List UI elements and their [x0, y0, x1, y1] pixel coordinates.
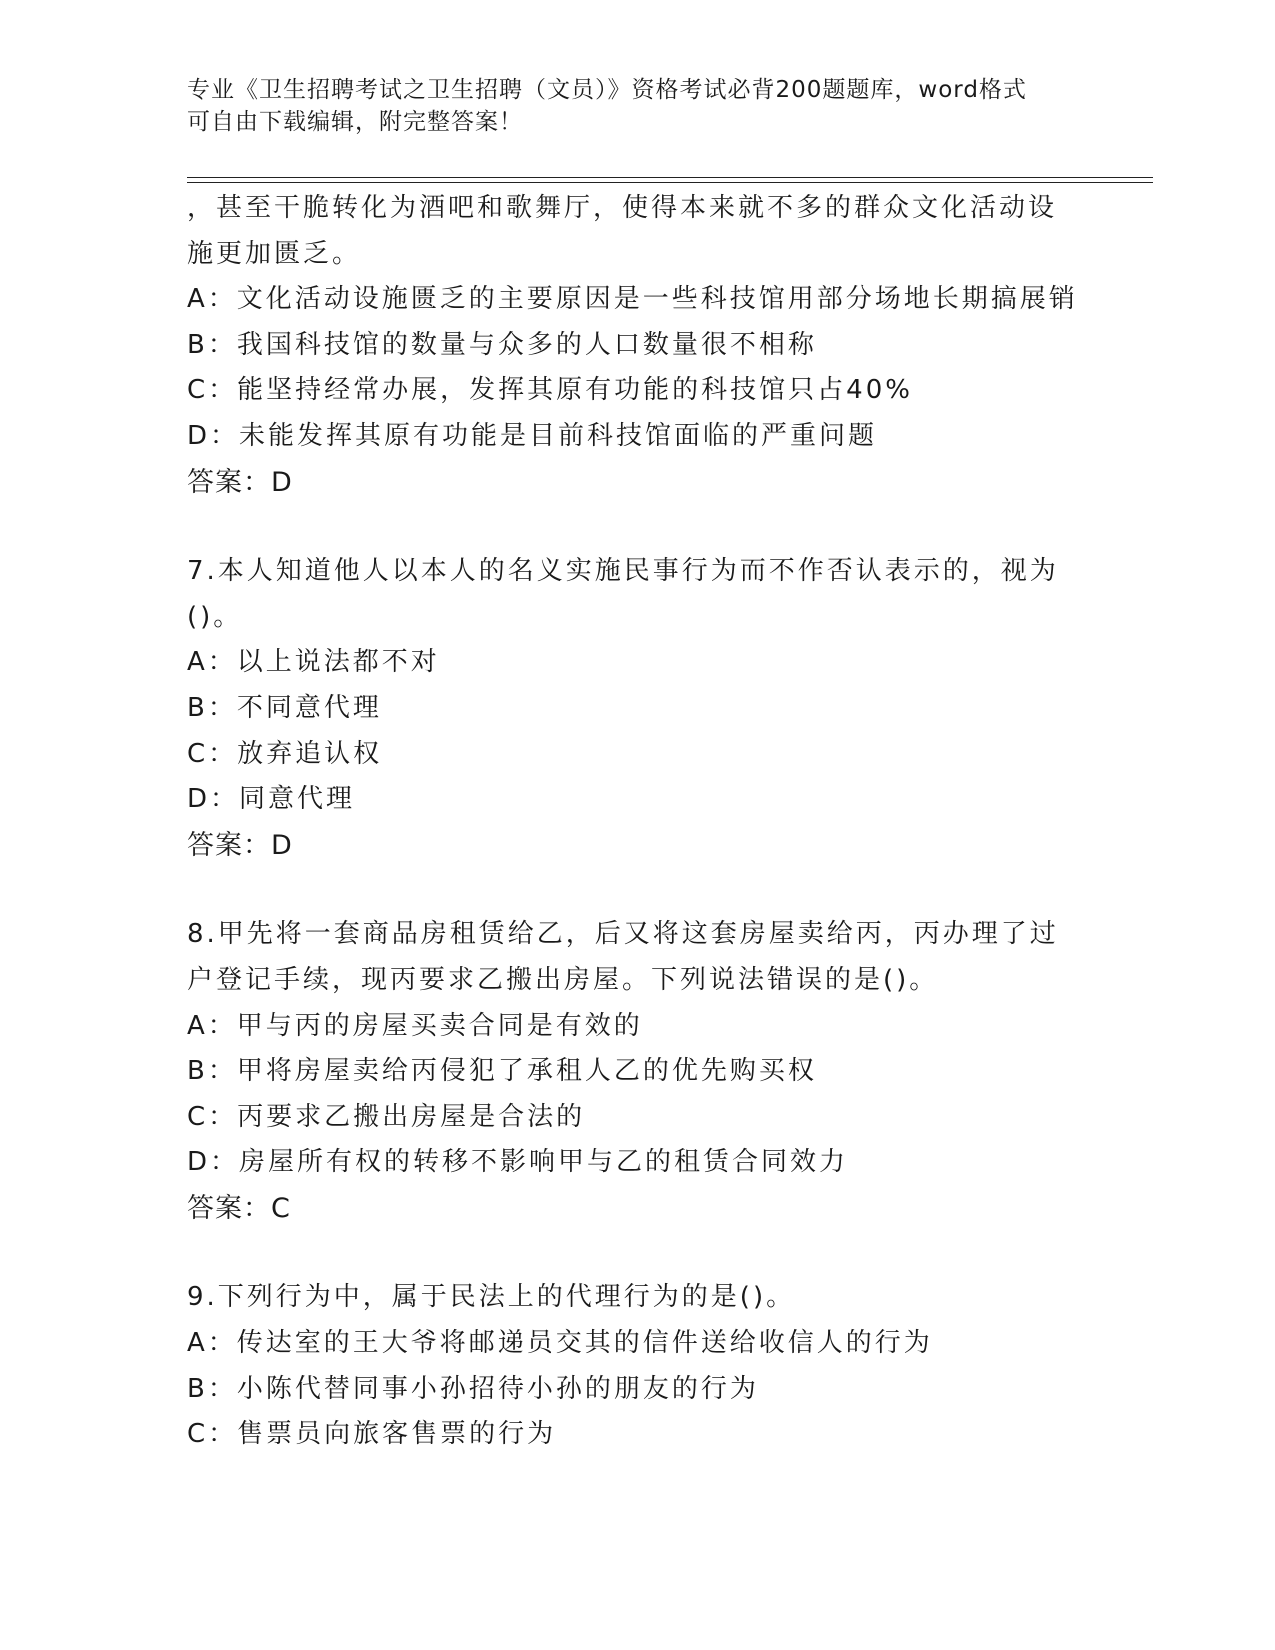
question-stem: 8.甲先将一套商品房租赁给乙，后又将这套房屋卖给丙，丙办理了过 [187, 919, 1059, 950]
answer-line: 答案：C [187, 1192, 291, 1224]
header-line-2: 可自由下载编辑，附完整答案！ [187, 109, 523, 135]
option-a: A：文化活动设施匮乏的主要原因是一些科技馆用部分场地长期搞展销 [187, 284, 1078, 315]
option-d: D：未能发挥其原有功能是目前科技馆面临的严重问题 [187, 420, 878, 451]
answer-line: 答案：D [187, 466, 293, 498]
question-list [187, 186, 1087, 1458]
question-stem: ，甚至干脆转化为酒吧和歌舞厅，使得本来就不多的群众文化活动设 [187, 193, 1058, 223]
question-8 [187, 912, 1087, 1231]
option-c: C：丙要求乙搬出房屋是合法的 [187, 1101, 586, 1132]
question-stem: 9.下列行为中，属于民法上的代理行为的是()。 [187, 1282, 796, 1313]
question-stem: 施更加匮乏。 [187, 238, 362, 269]
question-7 [187, 549, 1087, 868]
option-a: A：传达室的王大爷将邮递员交其的信件送给收信人的行为 [187, 1328, 933, 1359]
header-divider-bottom [187, 182, 1153, 183]
option-d: D：同意代理 [187, 784, 356, 815]
question-stem: ()。 [187, 601, 243, 632]
option-b: B：我国科技馆的数量与众多的人口数量很不相称 [187, 329, 817, 360]
option-a: A：以上说法都不对 [187, 647, 440, 678]
option-b: B：不同意代理 [187, 692, 382, 723]
option-b: B：小陈代替同事小孙招待小孙的朋友的行为 [187, 1373, 759, 1404]
option-c: C：售票员向旅客售票的行为 [187, 1419, 557, 1450]
option-c: C：能坚持经常办展，发挥其原有功能的科技馆只占40% [187, 375, 913, 406]
option-d: D：房屋所有权的转移不影响甲与乙的租赁合同效力 [187, 1147, 849, 1178]
document-header [187, 74, 1087, 138]
question-6 [187, 186, 1087, 505]
question-spacer [187, 505, 1087, 549]
header-divider-top [187, 177, 1153, 178]
question-stem: 7.本人知道他人以本人的名义实施民事行为而不作否认表示的，视为 [187, 556, 1059, 587]
question-spacer [187, 868, 1087, 912]
question-spacer [187, 1231, 1087, 1275]
option-a: A：甲与丙的房屋买卖合同是有效的 [187, 1010, 643, 1041]
option-c: C：放弃追认权 [187, 738, 383, 769]
question-stem: 户登记手续，现丙要求乙搬出房屋。下列说法错误的是()。 [187, 964, 939, 995]
answer-line: 答案：D [187, 829, 293, 861]
header-line-1: 专业《卫生招聘考试之卫生招聘（文员）》资格考试必背200题题库，word格式 [187, 77, 1027, 103]
question-9 [187, 1275, 1087, 1457]
option-b: B：甲将房屋卖给丙侵犯了承租人乙的优先购买权 [187, 1056, 817, 1087]
